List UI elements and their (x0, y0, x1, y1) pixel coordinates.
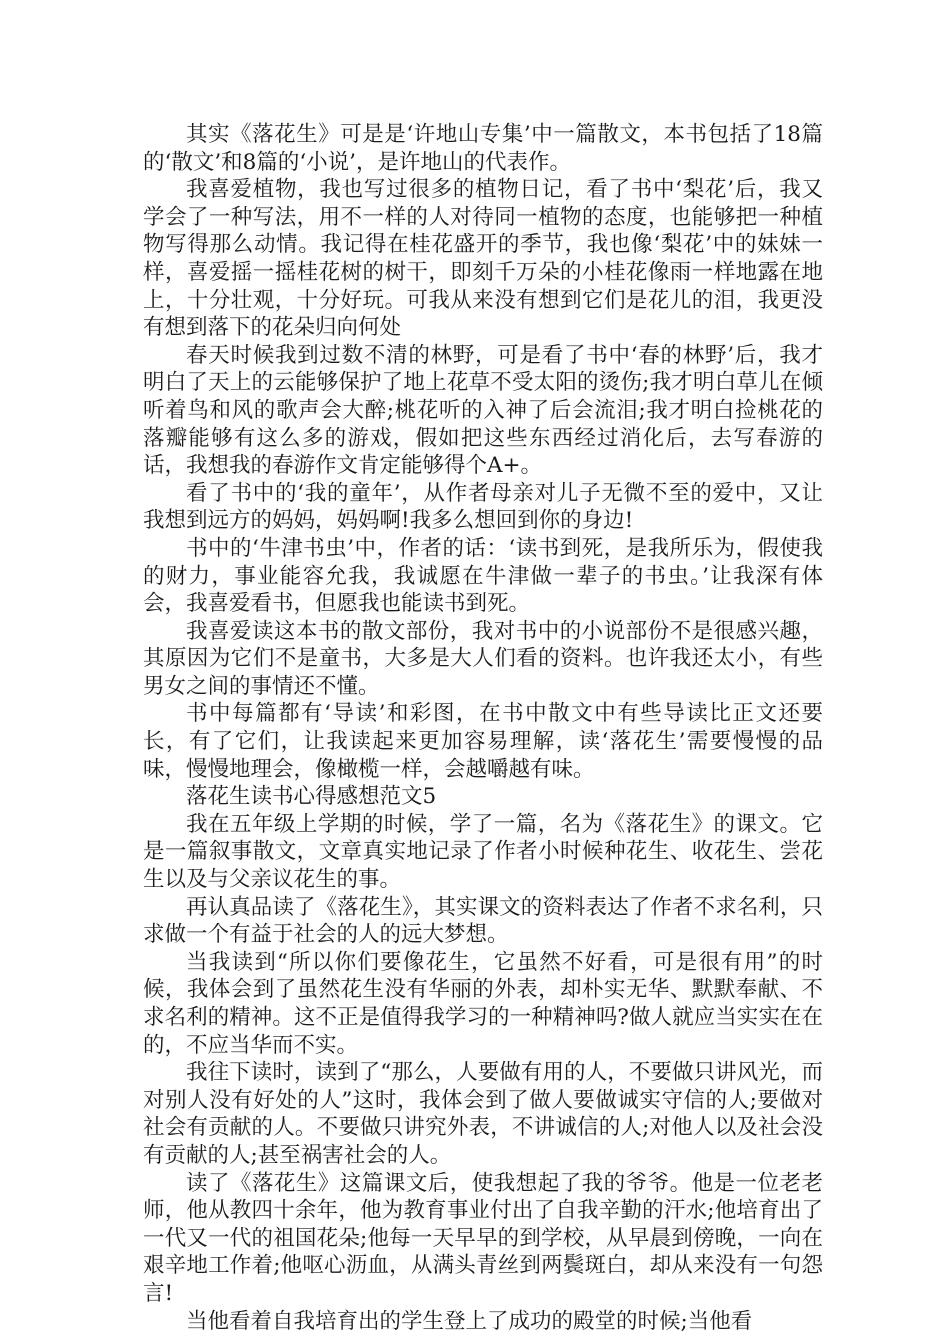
paragraph-4: 看了书中的‘我的童年’，从作者母亲对儿子无微不至的爱中，又让我想到远方的妈妈，妈妈啊!我多么想回到你的身边! (143, 480, 823, 534)
paragraph-6: 我喜爱读这本书的散文部份，我对书中的小说部份不是很感兴趣，其原因为它们不是童书，大多是大人们看的资料。也许我还太小，有些男女之间的事情还不懂。 (143, 618, 823, 699)
paragraph-10: 当我读到“所以你们要像花生，它虽然不好看，可是很有用”的时候，我体会到了虽然花生没有华丽的外表，却朴实无华、默默奉献、不求名利的精神。这不正是值得我学习的一种精神吗?做人就应当实实在在的，不应当华而不实。 (143, 949, 823, 1058)
paragraph-7: 书中每篇都有‘导读’和彩图，在书中散文中有些导读比正文还要长，有了它们，让我读起来更加容易理解，读‘落花生’需要慢慢的品味，慢慢地理会，像橄榄一样，会越嚼越有味。 (143, 701, 823, 782)
paragraph-3: 春天时候我到过数不清的林野，可是看了书中‘春的林野’后，我才明白了天上的云能够保护了地上花草不受太阳的烫伤;我才明白草儿在倾听着鸟和风的歌声会大醉;桃花听的入神了后会流泪;我才明白捡桃花的落瓣能够有这么多的游戏，假如把这些东西经过消化后，去写春游的话，我想我的春游作文肯定能够得个A+。 (143, 342, 823, 479)
paragraph-9: 再认真品读了《落花生》，其实课文的资料表达了作者不求名利，只求做一个有益于社会的人的远大梦想。 (143, 894, 823, 948)
paragraph-5: 书中的‘牛津书虫’中，作者的话：‘读书到死，是我所乐为，假使我的财力，事业能容允我，我诚愿在牛津做一辈子的书虫。’让我深有体会，我喜爱看书，但愿我也能读书到死。 (143, 535, 823, 617)
paragraph-2: 我喜爱植物，我也写过很多的植物日记，看了书中‘梨花’后，我又学会了一种写法，用不一样的人对待同一植物的态度，也能够把一种植物写得那么动情。我记得在桂花盛开的季节，我也像‘梨花’中的妹妹一样，喜爱摇一摇桂花树的树干，即刻千万朵的小桂花像雨一样地露在地上，十分壮观，十分好玩。可我从来没有想到它们是花儿的泪，我更没有想到落下的花朵归向何处 (143, 177, 823, 341)
paragraph-8: 我在五年级上学期的时候，学了一篇，名为《落花生》的课文。它是一篇叙事散文，文章真实地记录了作者小时候种花生、收花生、尝花生以及与父亲议花生的事。 (143, 811, 823, 893)
paragraph-11: 我往下读时，读到了“那么，人要做有用的人，不要做只讲风光，而对别人没有好处的人”这时，我体会到了做人要做诚实守信的人;要做对社会有贡献的人。不要做只讲究外表，不讲诚信的人;对他人以及社会没有贡献的人;甚至祸害社会的人。 (143, 1060, 823, 1168)
document-body (143, 121, 823, 1335)
paragraph-13: 当他看着自我培育出的学生登上了成功的殿堂的时候;当他看 (186, 1308, 753, 1334)
section-heading: 落花生读书心得感想范文5 (186, 784, 437, 810)
paragraph-1: 其实《落花生》可是是‘许地山专集’中一篇散文，本书包括了18篇的‘散文’和8篇的‘小说’，是许地山的代表作。 (143, 122, 823, 175)
paragraph-12: 读了《落花生》这篇课文后，使我想起了我的爷爷。他是一位老老师，他从教四十余年，他为教育事业付出了自我辛勤的汗水;他培育出了一代又一代的祖国花朵;他每一天早早的到学校，从早晨到傍晚，一向在艰辛地工作着;他呕心沥血，从满头青丝到两鬓斑白，却从来没有一句怨言! (143, 1170, 823, 1306)
